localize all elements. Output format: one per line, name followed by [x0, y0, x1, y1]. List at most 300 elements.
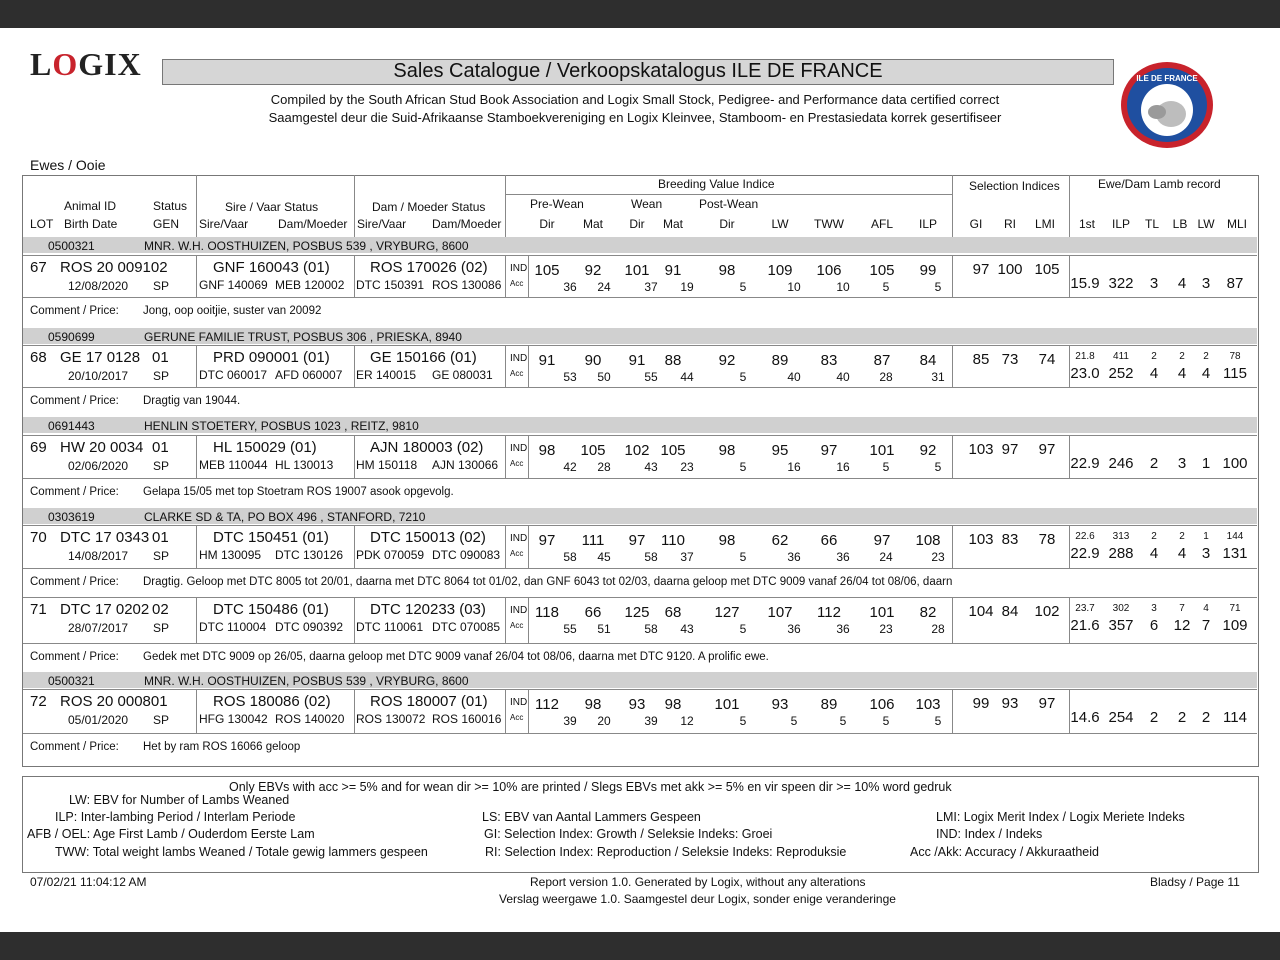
header-divider — [505, 175, 506, 237]
ind-wean-dir: 102 — [624, 442, 650, 459]
row-divider — [196, 525, 197, 568]
section-title: Ewes / Ooie — [30, 157, 106, 173]
ind-prewean-mat: 90 — [584, 352, 602, 369]
acc-afl: 5 — [882, 280, 890, 294]
ind-prewean-mat: 66 — [584, 604, 602, 621]
page-title: Sales Catalogue / Verkoopskatalogus ILE DE FRANCE — [162, 59, 1114, 85]
ind-ilp: 99 — [919, 262, 937, 279]
acc-ilp: 5 — [934, 280, 942, 294]
row-divider — [528, 689, 529, 733]
acc-tww: 40 — [836, 370, 850, 384]
acc-wean-mat: 12 — [680, 714, 694, 728]
header-afl: AFL — [870, 217, 893, 231]
sire-dam: MEB 120002 — [275, 278, 345, 292]
ind-ilp: 92 — [919, 442, 937, 459]
top-dark-bar — [0, 0, 1280, 28]
lamb1-tl: 2 — [1151, 351, 1157, 362]
owner-id: 0303619 — [48, 510, 95, 524]
ind-ilp: 108 — [915, 532, 941, 549]
acc-afl: 5 — [882, 460, 890, 474]
legend-lw: LW: EBV for Number of Lambs Weaned — [69, 793, 290, 807]
header-birth-date: Birth Date — [64, 217, 118, 231]
legend-ilp: ILP: Inter-lambing Period / Interlam Periode — [55, 810, 296, 824]
index-ri: 100 — [997, 261, 1023, 278]
acc-lw: 36 — [787, 622, 801, 636]
lamb2-lw: 2 — [1201, 709, 1211, 726]
header-lamb-first: 1st — [1078, 217, 1095, 231]
index-ri: 97 — [1001, 441, 1019, 458]
ind-ilp: 103 — [915, 696, 941, 713]
ind-afl: 101 — [869, 604, 895, 621]
row-divider — [354, 689, 355, 733]
row-divider — [354, 525, 355, 568]
comment-label: Comment / Price: — [30, 486, 119, 498]
row-divider — [952, 689, 953, 733]
lamb1-mli: 71 — [1229, 603, 1241, 614]
lot-number: 70 — [30, 529, 47, 546]
lamb1-mli: 78 — [1229, 351, 1241, 362]
lamb2-lw: 3 — [1201, 275, 1211, 292]
lamb2-tl: 4 — [1149, 545, 1159, 562]
legend-gi: GI: Selection Index: Growth / Seleksie Indeks: Groei — [484, 827, 773, 841]
header-dam-sire: Sire/Vaar — [357, 217, 407, 231]
ind-postwean-dir: 101 — [714, 696, 740, 713]
acc-wean-dir: 37 — [644, 280, 658, 294]
row-divider — [196, 345, 197, 387]
header-dam-status: Dam / Moeder Status — [372, 200, 486, 214]
row-divider — [505, 525, 506, 568]
footer-page: Bladsy / Page 11 — [1150, 875, 1240, 889]
row-divider — [952, 345, 953, 387]
animal-status: 01 — [152, 349, 169, 366]
legend-acc: Acc /Akk: Accuracy / Akkuraatheid — [910, 845, 1099, 859]
index-gi: 103 — [968, 531, 994, 548]
dam-id: DTC 150013 (02) — [370, 529, 486, 546]
animal-id: DTC 17 0202 — [60, 601, 150, 618]
acc-wean-dir: 55 — [644, 370, 658, 384]
lamb2-first: 21.6 — [1070, 617, 1100, 634]
acc-tww: 5 — [839, 714, 847, 728]
lamb2-tl: 4 — [1149, 365, 1159, 382]
lamb2-ilp: 252 — [1108, 365, 1134, 382]
index-lmi: 102 — [1034, 603, 1060, 620]
lamb2-first: 14.6 — [1070, 709, 1100, 726]
ind-lw: 107 — [767, 604, 793, 621]
lamb2-ilp: 288 — [1108, 545, 1134, 562]
acc-wean-mat: 19 — [680, 280, 694, 294]
lot-number: 71 — [30, 601, 47, 618]
ind-prewean-dir: 98 — [538, 442, 556, 459]
badge-text: ILE DE FRANCE — [1136, 74, 1198, 83]
ind-wean-mat: 98 — [664, 696, 682, 713]
sire-id: DTC 150486 (01) — [213, 601, 329, 618]
lamb1-mli: 144 — [1226, 531, 1244, 542]
acc-postwean-dir: 5 — [739, 622, 747, 636]
lamb2-lw: 7 — [1201, 617, 1211, 634]
header-dam-dam: Dam/Moeder — [432, 217, 502, 231]
row-divider — [505, 597, 506, 643]
sire-id: ROS 180086 (02) — [213, 693, 331, 710]
row-divider — [505, 435, 506, 478]
row-top-line — [23, 345, 1257, 346]
ind-prewean-mat: 111 — [581, 532, 605, 549]
lamb1-lb: 7 — [1179, 603, 1185, 614]
comment-label: Comment / Price: — [30, 305, 119, 317]
legend-ri: RI: Selection Index: Reproduction / Seleksie Indeks: Reproduksie — [485, 845, 847, 859]
row-divider — [1069, 435, 1070, 478]
lamb2-first: 15.9 — [1070, 275, 1100, 292]
index-lmi: 97 — [1038, 441, 1056, 458]
ind-postwean-dir: 98 — [718, 442, 736, 459]
index-ri: 84 — [1001, 603, 1019, 620]
acc-label: Acc — [510, 713, 524, 722]
row-divider — [354, 597, 355, 643]
sire-id: HL 150029 (01) — [213, 439, 317, 456]
owner-id: 0691443 — [48, 419, 95, 433]
sire-sire: DTC 110004 — [199, 620, 267, 634]
ind-postwean-dir: 127 — [714, 604, 740, 621]
row-divider — [528, 255, 529, 297]
ind-prewean-dir: 118 — [535, 604, 559, 621]
ind-afl: 97 — [873, 532, 891, 549]
header-divider — [505, 194, 952, 195]
acc-prewean-mat: 45 — [597, 550, 611, 564]
index-ri: 73 — [1001, 351, 1019, 368]
header-prewean: Pre-Wean — [530, 197, 584, 211]
index-gi: 85 — [972, 351, 990, 368]
ind-ilp: 84 — [919, 352, 937, 369]
lamb2-ilp: 246 — [1108, 455, 1134, 472]
subtitle-afrikaans: Saamgestel deur die Suid-Afrikaanse Stamboekvereniging en Logix Kleinvee, Stamboom- en Prestasiedata korrek gesertifiseer — [268, 110, 1002, 125]
acc-tww: 16 — [836, 460, 850, 474]
acc-wean-mat: 43 — [680, 622, 694, 636]
row-comment-line — [23, 643, 1257, 644]
sire-id: DTC 150451 (01) — [213, 529, 329, 546]
header-lamb-lb: LB — [1172, 217, 1188, 231]
acc-ilp: 23 — [931, 550, 945, 564]
gen-code: SP — [153, 279, 170, 293]
row-divider — [528, 597, 529, 643]
index-lmi: 105 — [1034, 261, 1060, 278]
lamb2-mli: 131 — [1222, 545, 1248, 562]
acc-label: Acc — [510, 369, 524, 378]
ind-label: IND — [510, 605, 528, 616]
lamb1-lw: 4 — [1203, 603, 1209, 614]
lamb2-tl: 6 — [1149, 617, 1159, 634]
lamb2-mli: 109 — [1222, 617, 1248, 634]
lamb2-lw: 3 — [1201, 545, 1211, 562]
header-wean-mat: Mat — [662, 217, 683, 231]
comment-text: Dragtig van 19044. — [143, 395, 241, 407]
ind-tww: 66 — [820, 532, 838, 549]
ind-label: IND — [510, 443, 528, 454]
comment-label: Comment / Price: — [30, 576, 119, 588]
dam-id: ROS 180007 (01) — [370, 693, 488, 710]
lamb2-ilp: 254 — [1108, 709, 1134, 726]
birth-date: 14/08/2017 — [68, 549, 129, 563]
index-lmi: 74 — [1038, 351, 1056, 368]
lamb2-lb: 12 — [1173, 617, 1191, 634]
row-top-line — [23, 525, 1257, 526]
lamb2-mli: 87 — [1226, 275, 1244, 292]
row-divider — [354, 435, 355, 478]
header-lamb-record: Ewe/Dam Lamb record — [1098, 177, 1221, 191]
dam-dam: AJN 130066 — [432, 458, 499, 472]
lamb2-tl: 2 — [1149, 455, 1159, 472]
row-divider — [952, 435, 953, 478]
legend-note: Only EBVs with acc >= 5% and for wean dir >= 10% are printed / Slegs EBVs met akk >= 5% en vir speen dir >= 10% word gedruk — [229, 780, 952, 794]
lamb2-first: 22.9 — [1070, 545, 1100, 562]
row-divider — [354, 255, 355, 297]
owner-name: GERUNE FAMILIE TRUST, POSBUS 306 , PRIESKA, 8940 — [144, 330, 462, 344]
lamb1-ilp: 302 — [1112, 603, 1130, 614]
acc-wean-dir: 58 — [644, 622, 658, 636]
acc-afl: 28 — [879, 370, 893, 384]
acc-postwean-dir: 5 — [739, 370, 747, 384]
acc-prewean-mat: 24 — [597, 280, 611, 294]
lamb1-first: 21.8 — [1075, 351, 1095, 362]
acc-postwean-dir: 5 — [739, 550, 747, 564]
legend-tww: TWW: Total weight lambs Weaned / Totale gewig lammers gespeen — [55, 845, 428, 859]
ind-wean-mat: 68 — [664, 604, 682, 621]
sire-sire: GNF 140069 — [199, 278, 268, 292]
dam-id: AJN 180003 (02) — [370, 439, 484, 456]
lamb2-mli: 114 — [1223, 709, 1247, 726]
lamb2-lw: 1 — [1201, 455, 1211, 472]
lamb1-first: 22.6 — [1075, 531, 1095, 542]
acc-label: Acc — [510, 459, 524, 468]
acc-prewean-dir: 58 — [563, 550, 577, 564]
index-gi: 97 — [972, 261, 990, 278]
footer-report-en: Report version 1.0. Generated by Logix, without any alterations — [530, 875, 866, 889]
index-lmi: 78 — [1038, 531, 1056, 548]
sire-dam: HL 130013 — [275, 458, 334, 472]
legend-afb: AFB / OEL: Age First Lamb / Ouderdom Eerste Lam — [27, 827, 315, 841]
row-divider — [196, 597, 197, 643]
dam-id: GE 150166 (01) — [370, 349, 477, 366]
acc-ilp: 5 — [934, 460, 942, 474]
row-comment-line — [23, 478, 1257, 479]
ind-prewean-mat: 98 — [584, 696, 602, 713]
index-ri: 83 — [1001, 531, 1019, 548]
birth-date: 02/06/2020 — [68, 459, 129, 473]
lot-number: 69 — [30, 439, 47, 456]
row-divider — [952, 525, 953, 568]
acc-postwean-dir: 5 — [739, 460, 747, 474]
sire-dam: ROS 140020 — [275, 712, 345, 726]
sire-sire: HM 130095 — [199, 548, 262, 562]
footer-report-af: Verslag weergawe 1.0. Saamgestel deur Logix, sonder enige veranderinge — [499, 892, 896, 906]
row-divider — [505, 689, 506, 733]
lamb2-lb: 3 — [1177, 455, 1187, 472]
index-gi: 103 — [968, 441, 994, 458]
sire-id: PRD 090001 (01) — [213, 349, 330, 366]
comment-text: Gedek met DTC 9009 op 26/05, daarna geloop met DTC 9009 vanaf 26/04 tot 08/06, daarna met DTC 9120. A prolific ewe. — [143, 651, 769, 663]
lamb2-lb: 4 — [1177, 365, 1187, 382]
row-top-line — [23, 689, 1257, 690]
lamb2-tl: 2 — [1149, 709, 1159, 726]
lot-number: 72 — [30, 693, 47, 710]
legend-ind: IND: Index / Indeks — [936, 827, 1043, 841]
sire-dam: DTC 130126 — [275, 548, 344, 562]
ind-prewean-dir: 105 — [534, 262, 560, 279]
birth-date: 05/01/2020 — [68, 713, 129, 727]
owner-id: 0590699 — [48, 330, 95, 344]
header-postwean-dir: Dir — [719, 217, 735, 231]
acc-ilp: 5 — [934, 714, 942, 728]
dam-sire: DTC 110061 — [356, 620, 424, 634]
row-divider — [505, 255, 506, 297]
dam-dam: ROS 160016 — [432, 712, 502, 726]
header-postwean: Post-Wean — [699, 197, 759, 211]
acc-tww: 36 — [836, 550, 850, 564]
header-wean-dir: Dir — [629, 217, 645, 231]
ind-lw: 95 — [771, 442, 789, 459]
dam-dam: DTC 070085 — [432, 620, 501, 634]
lamb1-ilp: 411 — [1113, 351, 1129, 362]
header-gi: GI — [969, 217, 983, 231]
acc-afl: 24 — [879, 550, 893, 564]
row-divider — [196, 255, 197, 297]
header-wean: Wean — [631, 197, 663, 211]
row-divider — [1069, 597, 1070, 643]
row-divider — [528, 435, 529, 478]
comment-text: Het by ram ROS 16066 geloop — [143, 741, 301, 753]
lamb1-lw: 1 — [1203, 531, 1209, 542]
lamb2-first: 22.9 — [1070, 455, 1100, 472]
owner-name: CLARKE SD & TA, PO BOX 496 , STANFORD, 7210 — [144, 510, 426, 524]
comment-label: Comment / Price: — [30, 741, 119, 753]
row-divider — [1069, 345, 1070, 387]
owner-name: HENLIN STOETERY, POSBUS 1023 , REITZ, 9810 — [144, 419, 419, 433]
ind-afl: 101 — [869, 442, 895, 459]
sire-dam: AFD 060007 — [275, 368, 343, 382]
header-divider — [354, 175, 355, 237]
ind-tww: 83 — [820, 352, 838, 369]
acc-prewean-dir: 55 — [563, 622, 577, 636]
comment-text: Gelapa 15/05 met top Stoetram ROS 19007 asook opgevolg. — [143, 486, 454, 498]
ind-postwean-dir: 92 — [718, 352, 736, 369]
header-prewean-dir: Dir — [539, 217, 555, 231]
lot-number: 67 — [30, 259, 47, 276]
lamb2-ilp: 357 — [1108, 617, 1134, 634]
dam-dam: GE 080031 — [432, 368, 493, 382]
lot-number: 68 — [30, 349, 47, 366]
acc-prewean-dir: 36 — [563, 280, 577, 294]
ind-ilp: 82 — [919, 604, 937, 621]
ind-label: IND — [510, 533, 528, 544]
acc-wean-mat: 37 — [680, 550, 694, 564]
acc-afl: 23 — [879, 622, 893, 636]
animal-status: 02 — [152, 601, 169, 618]
acc-prewean-dir: 53 — [563, 370, 577, 384]
ind-lw: 93 — [771, 696, 789, 713]
header-lamb-lw2: LW — [1197, 217, 1215, 231]
ind-tww: 106 — [816, 262, 842, 279]
header-divider — [1069, 175, 1070, 237]
header-ri: RI — [1004, 217, 1016, 231]
comment-label: Comment / Price: — [30, 651, 119, 663]
row-top-line — [23, 435, 1257, 436]
sire-sire: MEB 110044 — [199, 458, 268, 472]
row-divider — [505, 345, 506, 387]
ind-afl: 105 — [869, 262, 895, 279]
ind-lw: 89 — [771, 352, 789, 369]
comment-text: Jong, oop ooitjie, suster van 20092 — [143, 305, 322, 317]
dam-id: ROS 170026 (02) — [370, 259, 488, 276]
lamb2-lb: 4 — [1177, 545, 1187, 562]
acc-tww: 36 — [836, 622, 850, 636]
row-comment-line — [23, 733, 1257, 734]
lamb1-lb: 2 — [1179, 531, 1185, 542]
ind-wean-dir: 93 — [628, 696, 646, 713]
owner-id: 0500321 — [48, 239, 95, 253]
header-tww: TWW — [814, 217, 844, 231]
ind-afl: 106 — [869, 696, 895, 713]
header-divider — [196, 175, 197, 237]
gen-code: SP — [153, 369, 170, 383]
owner-name: MNR. W.H. OOSTHUIZEN, POSBUS 539 , VRYBURG, 8600 — [144, 239, 469, 253]
index-gi: 104 — [968, 603, 994, 620]
lamb2-mli: 115 — [1223, 365, 1247, 382]
row-top-line — [23, 597, 1257, 598]
animal-id: DTC 17 0343 — [60, 529, 150, 546]
comment-label: Comment / Price: — [30, 395, 119, 407]
lamb1-lb: 2 — [1179, 351, 1185, 362]
legend-ls: LS: EBV van Aantal Lammers Gespeen — [482, 810, 701, 824]
comment-text: Dragtig. Geloop met DTC 8005 tot 20/01, daarna met DTC 8064 tot 01/02, dan GNF 6043 tot 02/03, daarna geloop met DTC 9009 vanaf 26/04 tot 08/06, daarn — [143, 576, 953, 588]
row-divider — [952, 597, 953, 643]
ind-postwean-dir: 98 — [718, 262, 736, 279]
dam-dam: DTC 090083 — [432, 548, 501, 562]
lamb2-mli: 100 — [1222, 455, 1248, 472]
header-gen: GEN — [153, 217, 180, 231]
lamb1-lw: 2 — [1203, 351, 1209, 362]
ind-prewean-dir: 91 — [538, 352, 556, 369]
ind-wean-dir: 91 — [628, 352, 646, 369]
lamb1-first: 23.7 — [1075, 603, 1095, 614]
row-comment-line — [23, 387, 1257, 388]
gen-code: SP — [153, 713, 170, 727]
acc-wean-mat: 23 — [680, 460, 694, 474]
dam-sire: PDK 070059 — [356, 548, 425, 562]
ind-tww: 97 — [820, 442, 838, 459]
row-divider — [354, 345, 355, 387]
row-divider — [1069, 689, 1070, 733]
header-selection-indices: Selection Indices — [969, 179, 1060, 193]
ile-de-france-badge — [1119, 60, 1215, 150]
acc-prewean-mat: 20 — [597, 714, 611, 728]
ind-prewean-dir: 97 — [538, 532, 556, 549]
sire-sire: HFG 130042 — [199, 712, 268, 726]
dam-sire: HM 150118 — [356, 458, 418, 472]
dam-sire: DTC 150391 — [356, 278, 425, 292]
ind-prewean-dir: 112 — [535, 696, 559, 713]
index-gi: 99 — [972, 695, 990, 712]
lamb2-first: 23.0 — [1070, 365, 1100, 382]
acc-postwean-dir: 5 — [739, 280, 747, 294]
header-prewean-mat: Mat — [582, 217, 603, 231]
animal-id: ROS 20 000801 — [60, 693, 168, 710]
sire-dam: DTC 090392 — [275, 620, 344, 634]
header-sire-status: Sire / Vaar Status — [225, 200, 319, 214]
header-lamb-tl: TL — [1144, 217, 1159, 231]
row-divider — [528, 525, 529, 568]
acc-lw: 16 — [787, 460, 801, 474]
header-lmi: LMI — [1034, 217, 1055, 231]
header-ilp: ILP — [918, 217, 937, 231]
dam-sire: ER 140015 — [356, 368, 417, 382]
